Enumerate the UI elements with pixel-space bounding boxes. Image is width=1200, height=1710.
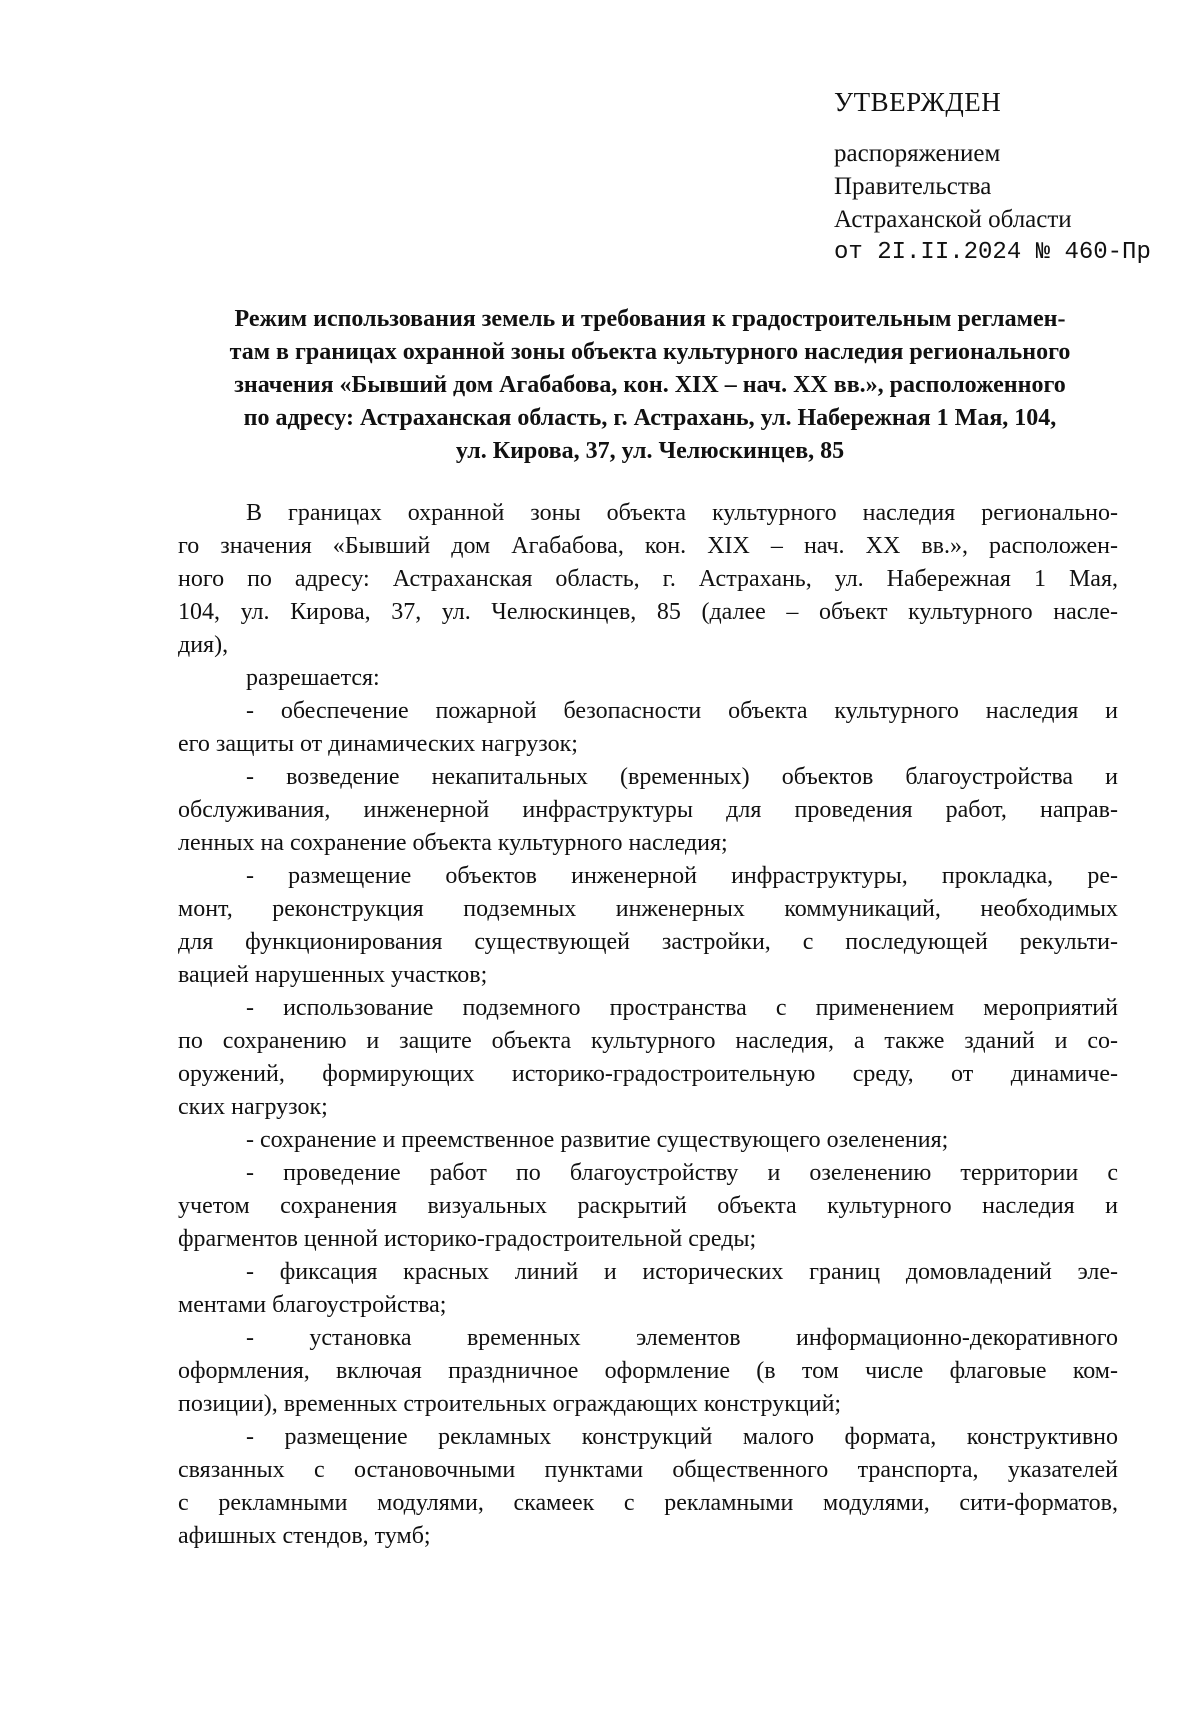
body-line: ских нагрузок; — [178, 1094, 328, 1120]
body-line: афишных стендов, тумб; — [178, 1523, 431, 1549]
body-line: для функционирования существующей застройки, с последующей рекульти- — [178, 929, 1118, 955]
body-line: позиции), временных строительных ограждающих конструкций; — [178, 1391, 842, 1417]
body-line: разрешается: — [246, 665, 380, 691]
body-line: - обеспечение пожарной безопасности объекта культурного наследия и — [246, 698, 1118, 724]
body-line: го значения «Бывший дом Агабабова, кон. XIX – нач. XX вв.», расположен- — [178, 533, 1118, 559]
body-line: 104, ул. Кирова, 37, ул. Челюскинцев, 85 (далее – объект культурного насле- — [178, 599, 1118, 625]
body-line: обслуживания, инженерной инфраструктуры для проведения работ, направ- — [178, 797, 1118, 823]
body-line: - установка временных элементов информационно-декоративного — [246, 1325, 1118, 1351]
body-line: - проведение работ по благоустройству и озеленению территории с — [246, 1160, 1118, 1186]
body-line: В границах охранной зоны объекта культурного наследия регионально- — [246, 500, 1118, 526]
body-line: - размещение рекламных конструкций малого формата, конструктивно — [246, 1424, 1118, 1450]
approval-title: УТВЕРЖДЕН — [834, 87, 1002, 117]
document-body — [178, 497, 1118, 1553]
body-line: - размещение объектов инженерной инфраструктуры, прокладка, ре- — [246, 863, 1118, 889]
approval-line-1: распоряжением — [834, 140, 1001, 167]
body-line: ментами благоустройства; — [178, 1292, 447, 1318]
body-line: вацией нарушенных участков; — [178, 962, 488, 988]
heading-line: значения «Бывший дом Агабабова, кон. XIX – нач. XX вв.», расположенного — [234, 372, 1066, 398]
body-line: оружений, формирующих историко-градостроительную среду, от динамиче- — [178, 1061, 1118, 1087]
approval-date-number: от 2I.II.2024 № 460-Пр — [834, 239, 1151, 266]
heading-line: там в границах охранной зоны объекта культурного наследия регионального — [229, 339, 1071, 365]
body-line: ного по адресу: Астраханская область, г. Астрахань, ул. Набережная 1 Мая, — [178, 566, 1118, 592]
body-line: связанных с остановочными пунктами общественного транспорта, указателей — [178, 1457, 1118, 1483]
body-line: с рекламными модулями, скамеек с рекламными модулями, сити-форматов, — [178, 1490, 1118, 1516]
body-line: по сохранению и защите объекта культурного наследия, а также зданий и со- — [178, 1028, 1118, 1054]
body-line: - использование подземного пространства с применением мероприятий — [246, 995, 1118, 1021]
body-line: ленных на сохранение объекта культурного наследия; — [178, 830, 728, 856]
body-line: - возведение некапитальных (временных) объектов благоустройства и — [246, 764, 1118, 790]
heading-line: Режим использования земель и требования к градостроительным регламен- — [234, 306, 1066, 332]
heading-line: ул. Кирова, 37, ул. Челюскинцев, 85 — [455, 438, 845, 464]
body-line: - фиксация красных линий и исторических границ домовладений эле- — [246, 1259, 1118, 1285]
body-line: учетом сохранения визуальных раскрытий объекта культурного наследия и — [178, 1193, 1118, 1219]
body-line: оформления, включая праздничное оформление (в том числе флаговые ком- — [178, 1358, 1118, 1384]
approval-line-3: Астраханской области — [834, 206, 1072, 233]
body-line: - сохранение и преемственное развитие существующего озеленения; — [246, 1127, 949, 1153]
heading-line: по адресу: Астраханская область, г. Астрахань, ул. Набережная 1 Мая, 104, — [243, 405, 1057, 431]
approval-line-2: Правительства — [834, 173, 992, 200]
body-line: монт, реконструкция подземных инженерных коммуникаций, необходимых — [178, 896, 1118, 922]
approval-stamp — [834, 86, 1151, 269]
body-line: дия), — [178, 632, 229, 658]
body-line: фрагментов ценной историко-градостроительной среды; — [178, 1226, 757, 1252]
body-line: его защиты от динамических нагрузок; — [178, 731, 578, 757]
document-heading — [180, 303, 1120, 468]
